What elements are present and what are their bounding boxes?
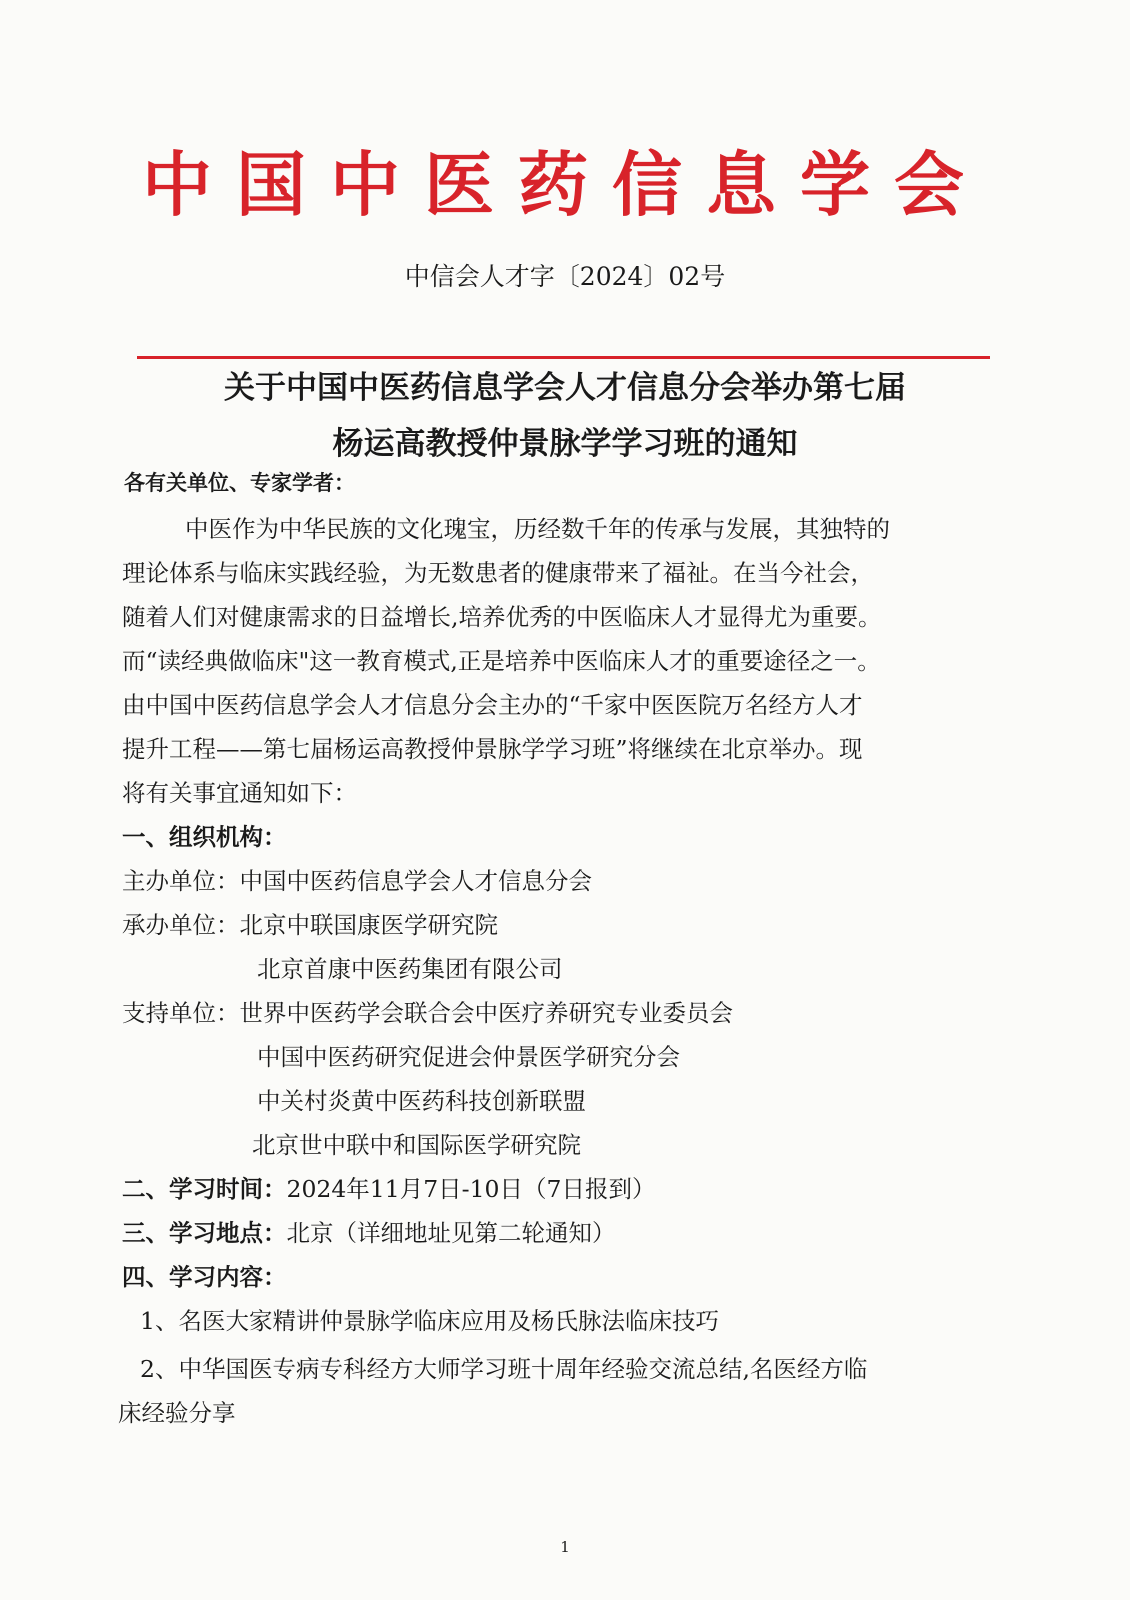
supporter-value: 中国中医药研究促进会仲景医学研究分会: [257, 1043, 680, 1071]
host-value: 中国中医药信息学会人才信息分会: [239, 867, 592, 895]
notice-title-line-2: 杨运高教授仲景脉学学习班的通知: [332, 426, 798, 462]
organizer-value: 北京首康中医药集团有限公司: [257, 955, 563, 983]
intro-line: 而“读经典做临床"这一教育模式,正是培养中医临床人才的重要途径之一。: [122, 647, 881, 675]
section-heading-location: 三、学习地点：: [122, 1219, 287, 1247]
section-heading-time: 二、学习时间：: [122, 1175, 287, 1203]
intro-line: 随着人们对健康需求的日益增长,培养优秀的中医临床人才显得尤为重要。: [122, 603, 882, 631]
study-time-row: [122, 1172, 1002, 1206]
host-label: 主办单位：: [122, 867, 240, 895]
red-divider: [137, 356, 990, 359]
supporter-row: [122, 996, 1002, 1030]
page-number: 1: [560, 1538, 570, 1556]
org-name-header: 中国中医药信息学会: [142, 144, 988, 226]
content-item: 1、名医大家精讲仲景脉学临床应用及杨氏脉法临床技巧: [140, 1307, 719, 1335]
content-item: 2、中华国医专病专科经方大师学习班十周年经验交流总结,名医经方临: [140, 1355, 868, 1383]
organizer-label: 承办单位：: [122, 911, 240, 939]
intro-line: 提升工程——第七届杨运高教授仲景脉学学习班”将继续在北京举办。现: [122, 735, 863, 763]
supporter-value: 中关村炎黄中医药科技创新联盟: [257, 1087, 586, 1115]
study-time-value: 2024年11月7日-10日（7日报到）: [286, 1175, 656, 1203]
section-heading-organization: 一、组织机构：: [122, 823, 287, 851]
salutation: 各有关单位、专家学者：: [124, 471, 355, 495]
document-number: 中信会人才字〔2024〕02号: [404, 262, 726, 291]
notice-title-line-1: 关于中国中医药信息学会人才信息分会举办第七届: [224, 370, 906, 406]
organizer-value: 北京中联国康医学研究院: [239, 911, 498, 939]
content-item-continued: 床经验分享: [118, 1399, 236, 1427]
supporter-value: 北京世中联中和国际医学研究院: [252, 1131, 581, 1159]
host-row: [122, 864, 1002, 898]
intro-line: 中医作为中华民族的文化瑰宝，历经数千年的传承与发展，其独特的: [185, 515, 890, 543]
section-heading-content: 四、学习内容：: [122, 1263, 287, 1291]
intro-line: 理论体系与临床实践经验，为无数患者的健康带来了福祉。在当今社会，: [122, 559, 874, 587]
intro-line: 由中国中医药信息学会人才信息分会主办的“千家中医医院万名经方人才: [122, 691, 863, 719]
supporter-label: 支持单位：: [122, 999, 240, 1027]
supporter-value: 世界中医药学会联合会中医疗养研究专业委员会: [239, 999, 733, 1027]
study-location-row: [122, 1216, 1002, 1250]
intro-line: 将有关事宜通知如下：: [122, 779, 357, 807]
study-location-value: 北京（详细地址见第二轮通知）: [286, 1219, 616, 1247]
organizer-row: [122, 908, 1002, 942]
